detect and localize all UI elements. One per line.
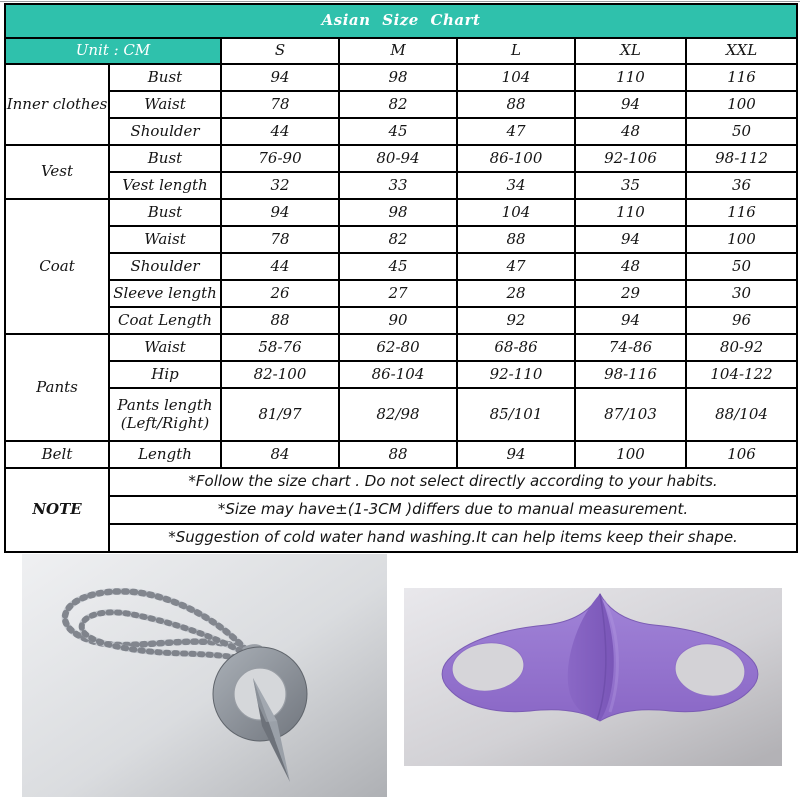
- value-cell: 98: [339, 64, 457, 91]
- value-cell: 92-106: [575, 145, 686, 172]
- table-row: [5, 64, 797, 91]
- photo-background: [22, 554, 387, 797]
- value-cell: 78: [221, 226, 339, 253]
- value-cell: 33: [339, 172, 457, 199]
- value-cell: 104: [457, 64, 575, 91]
- value-cell: 48: [575, 118, 686, 145]
- size-chart-table: [4, 3, 798, 553]
- value-cell: 94: [575, 307, 686, 334]
- measurement-label: Pants length (Left/Right): [109, 388, 221, 441]
- value-cell: 80-92: [686, 334, 797, 361]
- value-cell: 44: [221, 253, 339, 280]
- value-cell: 86-104: [339, 361, 457, 388]
- value-cell: 110: [575, 64, 686, 91]
- measurement-label: Waist: [109, 91, 221, 118]
- unit-label: Unit : CM: [5, 38, 221, 64]
- value-cell: 87/103: [575, 388, 686, 441]
- table-row: [5, 307, 797, 334]
- table-row: [5, 199, 797, 226]
- table-row: [5, 253, 797, 280]
- value-cell: 100: [686, 91, 797, 118]
- table-row: [5, 361, 797, 388]
- value-cell: 68-86: [457, 334, 575, 361]
- note-line: *Suggestion of cold water hand washing.It can help items keep their shape.: [109, 524, 797, 552]
- value-cell: 92: [457, 307, 575, 334]
- value-cell: 94: [221, 199, 339, 226]
- value-cell: 76-90: [221, 145, 339, 172]
- value-cell: 47: [457, 118, 575, 145]
- table-row: [5, 280, 797, 307]
- value-cell: 106: [686, 441, 797, 468]
- value-cell: 82: [339, 91, 457, 118]
- measurement-label: Length: [109, 441, 221, 468]
- value-cell: 82/98: [339, 388, 457, 441]
- value-cell: 94: [457, 441, 575, 468]
- measurement-label: Waist: [109, 226, 221, 253]
- value-cell: 28: [457, 280, 575, 307]
- table-row: [5, 226, 797, 253]
- table-row: [5, 388, 797, 441]
- value-cell: 94: [221, 64, 339, 91]
- size-col-header-xl: XL: [575, 38, 686, 64]
- measurement-label: Bust: [109, 64, 221, 91]
- measurement-label: Bust: [109, 145, 221, 172]
- value-cell: 84: [221, 441, 339, 468]
- value-cell: 88: [457, 226, 575, 253]
- table-row: [5, 524, 797, 552]
- value-cell: 88: [457, 91, 575, 118]
- mask-photo: [404, 588, 782, 766]
- value-cell: 36: [686, 172, 797, 199]
- value-cell: 100: [686, 226, 797, 253]
- value-cell: 85/101: [457, 388, 575, 441]
- value-cell: 82: [339, 226, 457, 253]
- value-cell: 110: [575, 199, 686, 226]
- table-row: [5, 118, 797, 145]
- value-cell: 88: [339, 441, 457, 468]
- value-cell: 81/97: [221, 388, 339, 441]
- value-cell: 104-122: [686, 361, 797, 388]
- value-cell: 26: [221, 280, 339, 307]
- value-cell: 27: [339, 280, 457, 307]
- value-cell: 100: [575, 441, 686, 468]
- table-row: [5, 496, 797, 524]
- category-coat: Coat: [5, 199, 109, 334]
- note-line: *Size may have±(1-3CM )differs due to manual measurement.: [109, 496, 797, 524]
- value-cell: 34: [457, 172, 575, 199]
- value-cell: 50: [686, 253, 797, 280]
- value-cell: 80-94: [339, 145, 457, 172]
- value-cell: 62-80: [339, 334, 457, 361]
- measurement-label: Shoulder: [109, 118, 221, 145]
- table-row: [5, 441, 797, 468]
- chart-title: Asian Size Chart: [5, 4, 797, 38]
- table-row: [5, 4, 797, 38]
- value-cell: 94: [575, 226, 686, 253]
- measurement-label: Vest length: [109, 172, 221, 199]
- measurement-label: Sleeve length: [109, 280, 221, 307]
- measurement-label: Waist: [109, 334, 221, 361]
- value-cell: 94: [575, 91, 686, 118]
- value-cell: 86-100: [457, 145, 575, 172]
- value-cell: 116: [686, 199, 797, 226]
- value-cell: 47: [457, 253, 575, 280]
- measurement-label: Coat Length: [109, 307, 221, 334]
- category-vest: Vest: [5, 145, 109, 199]
- value-cell: 98-116: [575, 361, 686, 388]
- value-cell: 50: [686, 118, 797, 145]
- value-cell: 96: [686, 307, 797, 334]
- value-cell: 29: [575, 280, 686, 307]
- value-cell: 98-112: [686, 145, 797, 172]
- value-cell: 98: [339, 199, 457, 226]
- table-row: [5, 172, 797, 199]
- size-col-header-l: L: [457, 38, 575, 64]
- value-cell: 32: [221, 172, 339, 199]
- value-cell: 44: [221, 118, 339, 145]
- category-pants: Pants: [5, 334, 109, 441]
- value-cell: 92-110: [457, 361, 575, 388]
- table-row: [5, 145, 797, 172]
- value-cell: 48: [575, 253, 686, 280]
- measurement-label: Hip: [109, 361, 221, 388]
- value-cell: 30: [686, 280, 797, 307]
- measurement-label: Shoulder: [109, 253, 221, 280]
- size-col-header-s: S: [221, 38, 339, 64]
- value-cell: 45: [339, 253, 457, 280]
- value-cell: 88: [221, 307, 339, 334]
- table-row: [5, 91, 797, 118]
- top-rule: [0, 1, 800, 2]
- measurement-label: Bust: [109, 199, 221, 226]
- size-col-header-xxl: XXL: [686, 38, 797, 64]
- value-cell: 74-86: [575, 334, 686, 361]
- value-cell: 58-76: [221, 334, 339, 361]
- table-row: [5, 38, 797, 64]
- value-cell: 35: [575, 172, 686, 199]
- necklace-photo: [22, 554, 387, 797]
- table-row: [5, 334, 797, 361]
- value-cell: 78: [221, 91, 339, 118]
- size-col-header-m: M: [339, 38, 457, 64]
- category-inner-clothes: Inner clothes: [5, 64, 109, 145]
- table-row: [5, 468, 797, 496]
- category-note: NOTE: [5, 468, 109, 552]
- note-line: *Follow the size chart . Do not select directly according to your habits.: [109, 468, 797, 496]
- value-cell: 88/104: [686, 388, 797, 441]
- value-cell: 82-100: [221, 361, 339, 388]
- value-cell: 104: [457, 199, 575, 226]
- value-cell: 45: [339, 118, 457, 145]
- value-cell: 116: [686, 64, 797, 91]
- category-belt: Belt: [5, 441, 109, 468]
- value-cell: 90: [339, 307, 457, 334]
